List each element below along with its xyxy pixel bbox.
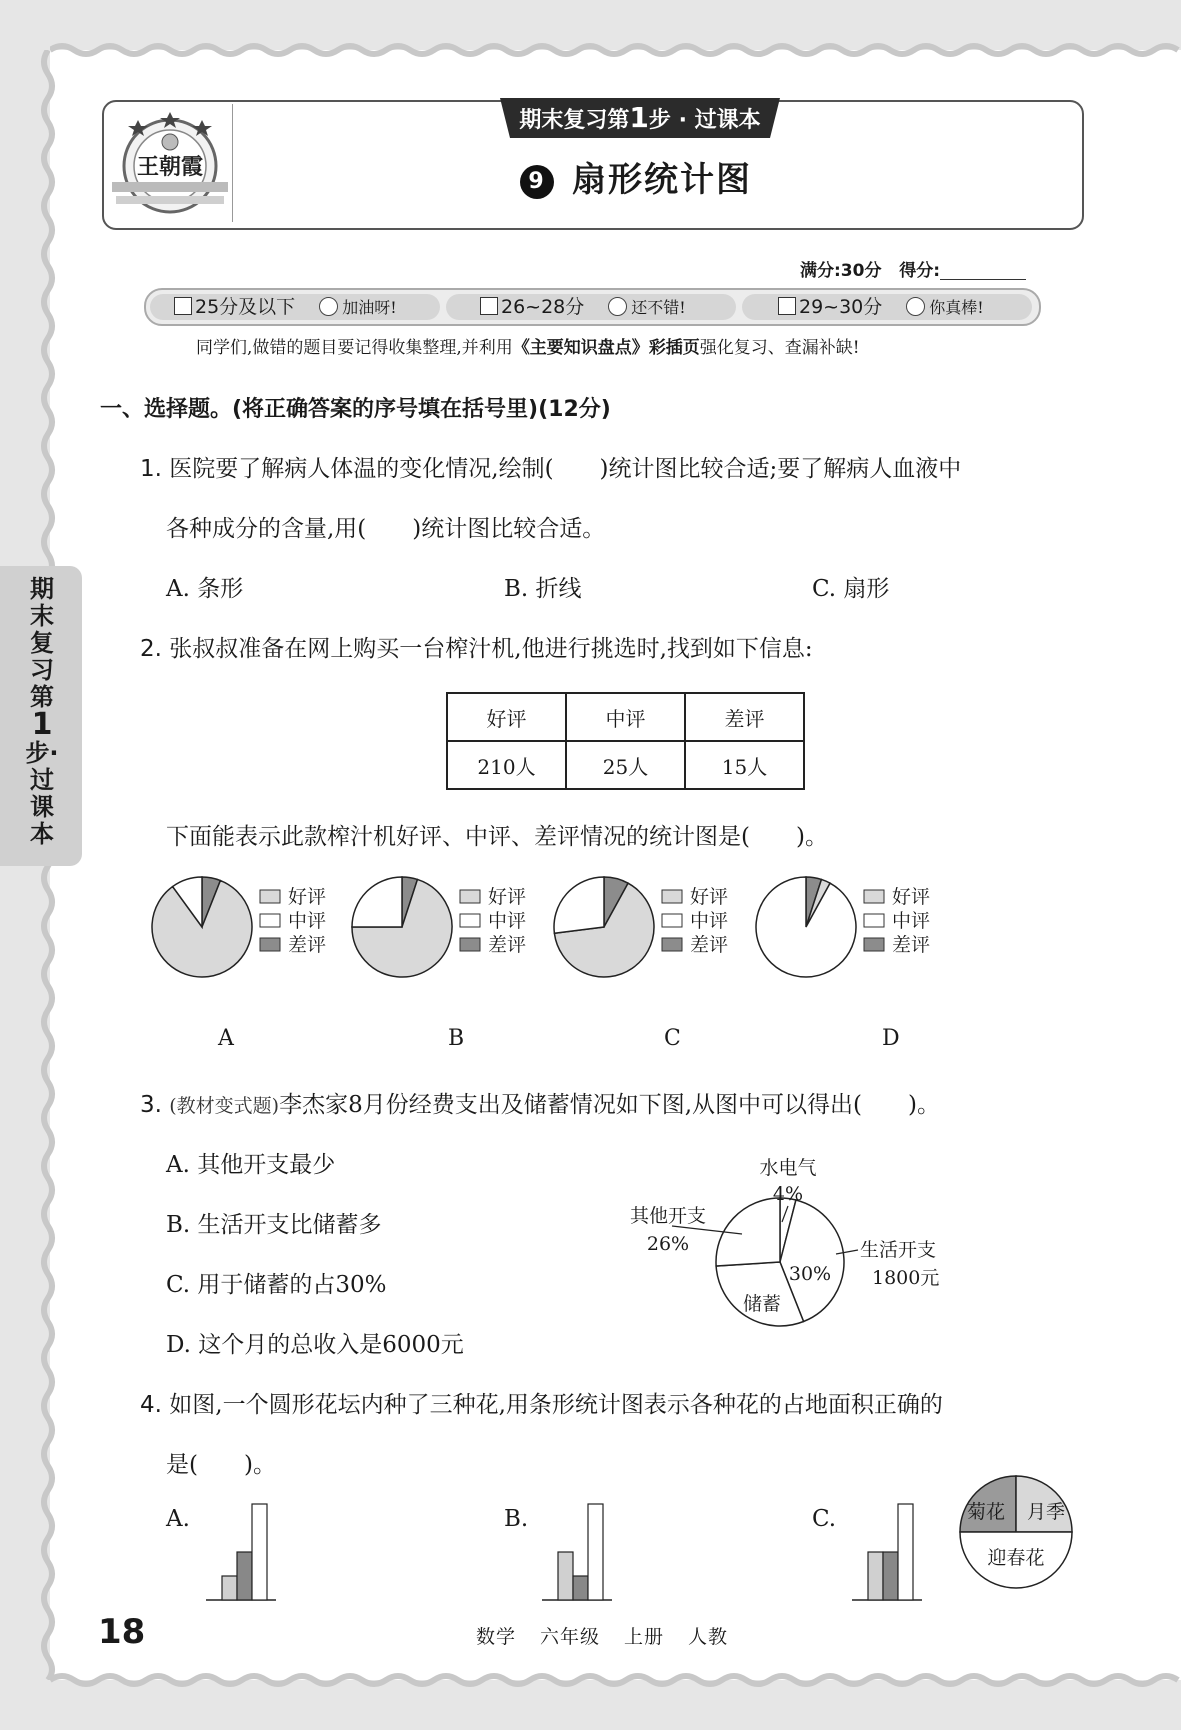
smile-face-icon (319, 297, 338, 316)
q3-label-1: 4% (772, 1183, 804, 1205)
legend-swatch-D-0 (864, 890, 884, 903)
legend-label-A-2: 差评 (288, 934, 327, 956)
legend-swatch-C-1 (662, 914, 682, 927)
page-title (520, 152, 752, 201)
rating-range: 25分及以下 (195, 296, 296, 318)
logo-divider (232, 104, 233, 222)
wangzhaoxia-logo (108, 106, 232, 222)
top-wavy-border (50, 42, 1181, 58)
side-pre: 期末复习第 (30, 575, 54, 711)
side-tab-text (22, 576, 62, 848)
q2-line (140, 630, 813, 663)
rating-msg: 你真棒! (929, 298, 984, 317)
score-line (800, 256, 1026, 281)
pie-D-slice-2 (756, 877, 856, 977)
legend-swatch-B-1 (460, 914, 480, 927)
footer-subject: 数学 (476, 1626, 517, 1648)
flower-label-0: 菊花 (966, 1501, 1006, 1523)
q1-line2: 各种成分的含量,用( )统计图比较合适。 (166, 516, 606, 542)
full-score: 满分:30分 (800, 261, 882, 281)
q1-line1 (140, 450, 961, 483)
legend-label-C-0: 好评 (690, 886, 729, 908)
bar-C-0 (868, 1552, 883, 1600)
legend-swatch-A-2 (260, 938, 280, 951)
q4-line2: 是( )。 (166, 1452, 276, 1478)
tip-pre: 同学们,做错的题目要记得收集整理,并利用 (196, 338, 513, 358)
legend-label-A-0: 好评 (288, 886, 327, 908)
rating-msg: 还不错! (631, 298, 686, 317)
rating-3 (778, 292, 984, 319)
bar-A-1 (237, 1552, 252, 1600)
q2-question: 下面能表示此款榨汁机好评、中评、差评情况的统计图是( )。 (166, 824, 828, 850)
rating-1 (174, 292, 397, 319)
q2-text: 张叔叔准备在网上购买一台榨汁机,他进行挑选时,找到如下信息: (169, 636, 813, 662)
legend-label-B-1: 中评 (488, 910, 527, 932)
footer-grade: 六年级 (540, 1626, 601, 1648)
table-cell: 25人 (566, 741, 685, 789)
q3-line (140, 1086, 940, 1119)
banner-text (490, 98, 790, 138)
section-title: 一、选择题。(将正确答案的序号填在括号里)(12分) (100, 397, 611, 422)
table-row (447, 741, 804, 789)
q3-option-d[interactable]: D. 这个月的总收入是6000元 (166, 1332, 464, 1358)
table-row (447, 693, 804, 741)
legend-label-D-2: 差评 (892, 934, 931, 956)
tip-post: 强化复习、查漏补缺! (699, 338, 860, 358)
flowerbed-pie (956, 1472, 1076, 1592)
rating-2 (480, 292, 686, 319)
bar-C-1 (883, 1552, 898, 1600)
q3-label-0: 水电气 (759, 1157, 817, 1179)
q1-option-c[interactable]: C. 扇形 (812, 576, 890, 602)
q2-pie-charts (150, 870, 1050, 1000)
footer-text (476, 1622, 752, 1649)
flower-label-1: 月季 (1026, 1501, 1066, 1523)
banner-post: 步 · 过课本 (648, 108, 761, 133)
rating-range: 26~28分 (501, 296, 585, 318)
chart-letter-b[interactable]: B (448, 1026, 465, 1051)
page-number: 18 (98, 1612, 146, 1652)
pie-B-slice-2 (352, 877, 402, 927)
legend-label-D-1: 中评 (892, 910, 931, 932)
chart-letter-c[interactable]: C (664, 1026, 681, 1051)
table-cell: 210人 (447, 741, 566, 789)
q3-num: 3. (140, 1092, 162, 1118)
q4-option-b[interactable]: B. (504, 1506, 529, 1532)
q4-option-a[interactable]: A. (166, 1506, 190, 1532)
legend-label-B-2: 差评 (488, 934, 527, 956)
chart-letter-d[interactable]: D (882, 1026, 900, 1051)
side-num: 1 (31, 707, 53, 742)
pie-C-slice-2 (554, 877, 604, 933)
legend-label-B-0: 好评 (488, 886, 527, 908)
q1-option-b[interactable]: B. 折线 (504, 576, 582, 602)
legend-swatch-A-0 (260, 890, 280, 903)
q2-num: 2. (140, 636, 162, 662)
legend-swatch-B-0 (460, 890, 480, 903)
review-table (446, 692, 805, 790)
q1-option-a[interactable]: A. 条形 (166, 576, 244, 602)
q3-label-6: 其他开支 (629, 1205, 707, 1227)
table-cell: 15人 (685, 741, 804, 789)
q1-text1: 医院要了解病人体温的变化情况,绘制( )统计图比较合适;要了解病人血液中 (169, 456, 962, 482)
rating-range: 29~30分 (799, 296, 883, 318)
banner-num: 1 (629, 101, 649, 134)
q3-label-2: 生活开支 (860, 1239, 937, 1261)
legend-label-C-2: 差评 (690, 934, 729, 956)
logo-text: 王朝霞 (136, 154, 204, 180)
q3-option-b[interactable]: B. 生活开支比储蓄多 (166, 1212, 382, 1238)
q3-pie-chart (610, 1150, 970, 1350)
smile-face-icon (608, 297, 627, 316)
rating-checkbox[interactable] (778, 297, 796, 315)
chart-letter-a[interactable]: A (218, 1026, 234, 1051)
bar-B-1 (573, 1576, 588, 1600)
table-header: 中评 (566, 693, 685, 741)
q3-label-7: 26% (646, 1233, 690, 1255)
got-score-label: 得分: (899, 261, 941, 281)
tip-bold-1: 《主要知识盘点》 (512, 338, 649, 358)
q3-option-c[interactable]: C. 用于储蓄的占30% (166, 1272, 387, 1298)
legend-swatch-C-2 (662, 938, 682, 951)
tip-bold-2: 彩插页 (648, 338, 700, 358)
rating-msg: 加油呀! (342, 298, 397, 317)
q3-label-5: 储蓄 (742, 1293, 782, 1315)
bar-C-2 (898, 1504, 913, 1600)
q3-tag: (教材变式题) (169, 1095, 280, 1117)
rating-checkbox[interactable] (480, 297, 498, 315)
q4-option-c[interactable]: C. (812, 1506, 837, 1532)
footer-volume: 上册 (624, 1626, 665, 1648)
score-blank[interactable] (940, 261, 1026, 280)
legend-swatch-A-1 (260, 914, 280, 927)
q4-text1: 如图,一个圆形花坛内种了三种花,用条形统计图表示各种花的占地面积正确的 (169, 1392, 943, 1418)
legend-swatch-D-2 (864, 938, 884, 951)
title-text: 扇形统计图 (572, 160, 752, 200)
bar-B-0 (558, 1552, 573, 1600)
q1-num: 1. (140, 456, 162, 482)
table-header: 差评 (685, 693, 804, 741)
q4-num: 4. (140, 1392, 162, 1418)
legend-swatch-D-1 (864, 914, 884, 927)
q4-line1 (140, 1386, 943, 1419)
q3-label-3: 1800元 (872, 1267, 940, 1289)
q4-bar-charts (200, 1500, 940, 1610)
q3-option-a[interactable]: A. 其他开支最少 (166, 1152, 336, 1178)
banner-pre: 期末复习第 (519, 108, 630, 133)
legend-label-A-1: 中评 (288, 910, 327, 932)
bottom-wavy-border (50, 1672, 1181, 1688)
tip-line (196, 333, 860, 358)
table-header: 好评 (447, 693, 566, 741)
rating-checkbox[interactable] (174, 297, 192, 315)
footer-edition: 人教 (688, 1626, 729, 1648)
bar-A-2 (252, 1504, 267, 1600)
q3-text: 李杰家8月份经费支出及储蓄情况如下图,从图中可以得出( )。 (279, 1092, 940, 1118)
side-post: 步·过课本 (25, 739, 59, 848)
bar-B-2 (588, 1504, 603, 1600)
smile-face-icon (906, 297, 925, 316)
legend-label-D-0: 好评 (892, 886, 931, 908)
legend-swatch-C-0 (662, 890, 682, 903)
title-number-badge: 9 (520, 165, 554, 199)
bar-A-0 (222, 1576, 237, 1600)
legend-label-C-1: 中评 (690, 910, 729, 932)
flower-label-2: 迎春花 (987, 1547, 1045, 1569)
legend-swatch-B-2 (460, 938, 480, 951)
q3-label-4: 30% (788, 1263, 832, 1285)
